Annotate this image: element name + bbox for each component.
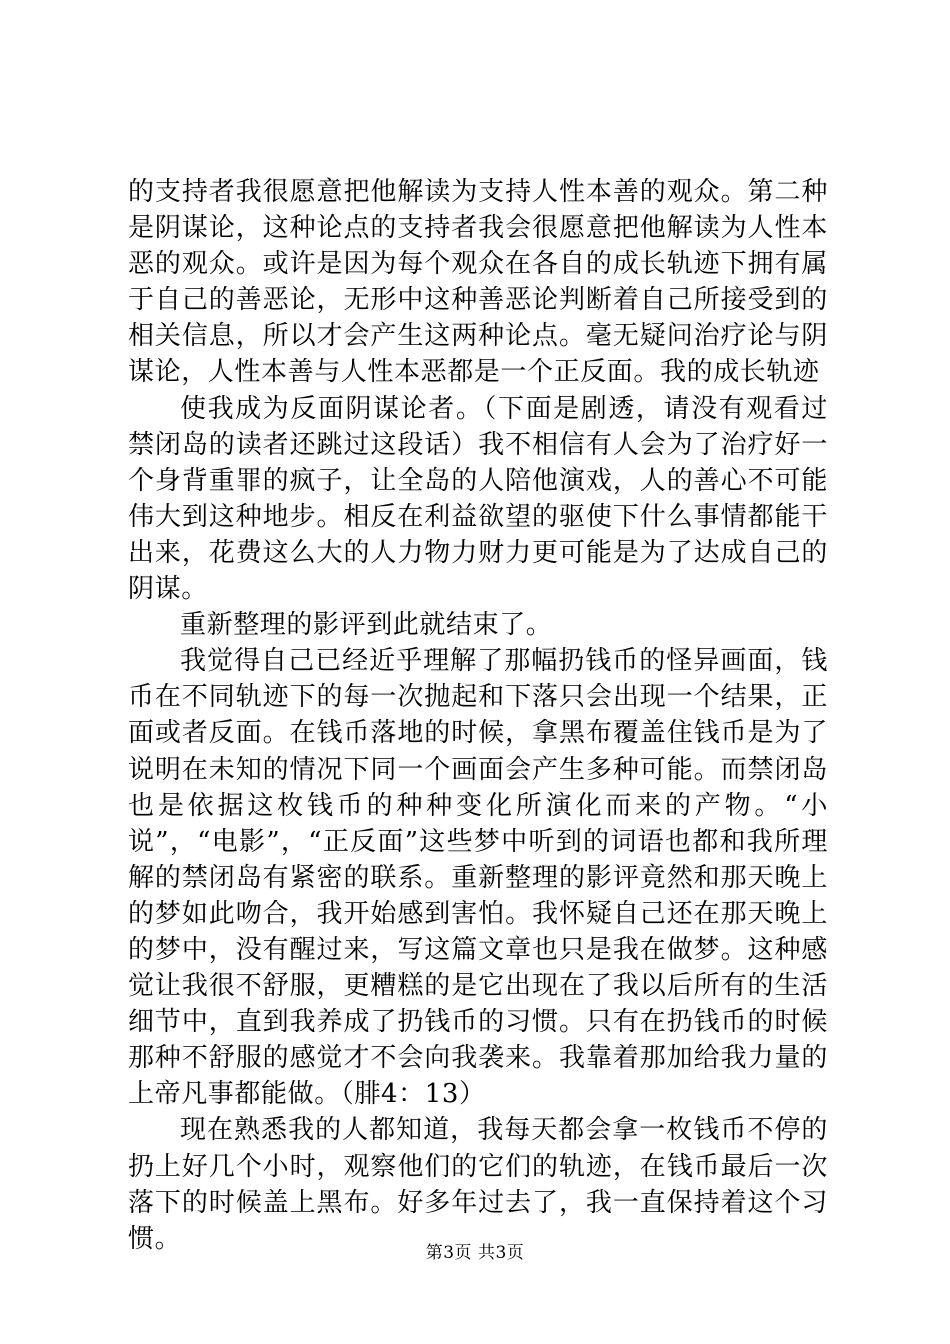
paragraph-1: 的支持者我很愿意把他解读为支持人性本善的观众。第二种是阴谋论，这种论点的支持者我会很愿意把他解读为人性本恶的观众。或许是因为每个观众在各自的成长轨迹下拥有属于自己的善恶论，无形中这种善恶论判断着自己所接受到的相关信息，所以才会产生这两种论点。毫无疑问治疗论与阴谋论，人性本善与人性本恶都是一个正反面。我的成长轨迹 (128, 177, 828, 388)
paragraph-5: 现在熟悉我的人都知道，我每天都会拿一枚钱币不停的扔上好几个小时，观察他们的它们的轨迹，在钱币最后一次落下的时候盖上黑布。好多年过去了，我一直保持着这个习惯。 (128, 1115, 828, 1254)
page-number-footer: 第3页 共3页 (425, 1243, 525, 1263)
document-body (128, 174, 828, 1257)
paragraph-2: 使我成为反面阴谋论者。（下面是剧透，请没有观看过禁闭岛的读者还跳过这段话）我不相信有人会为了治疗好一个身背重罪的疯子，让全岛的人陪他演戏，人的善心不可能伟大到这种地步。相反在利益欲望的驱使下什么事情都能干出来，花费这么大的人力物力财力更可能是为了达成自己的阴谋。 (128, 393, 828, 605)
paragraph-4: 我觉得自己已经近乎理解了那幅扔钱币的怪异画面，钱币在不同轨迹下的每一次抛起和下落只会出现一个结果，正面或者反面。在钱币落地的时候，拿黑布覆盖住钱币是为了说明在未知的情况下同一个画面会产生多种可能。而禁闭岛也是依据这枚钱币的种种变化所演化而来的产物。“小说”，“电影”，“正反面”这些梦中听到的词语也都和我所理解的禁闭岛有紧密的联系。重新整理的影评竟然和那天晚上的梦如此吻合，我开始感到害怕。我怀疑自己还在那天晚上的梦中，没有醒过来，写这篇文章也只是我在做梦。这种感觉让我很不舒服，更糟糕的是它出现在了我以后所有的生活细节中，直到我养成了扔钱币的习惯。只有在扔钱币的时候那种不舒服的感觉才不会向我袭来。我靠着那加给我力量的上帝凡事都能做。（腓4：13） (128, 646, 828, 1110)
paragraph-3: 重新整理的影评到此就结束了。 (180, 610, 553, 641)
